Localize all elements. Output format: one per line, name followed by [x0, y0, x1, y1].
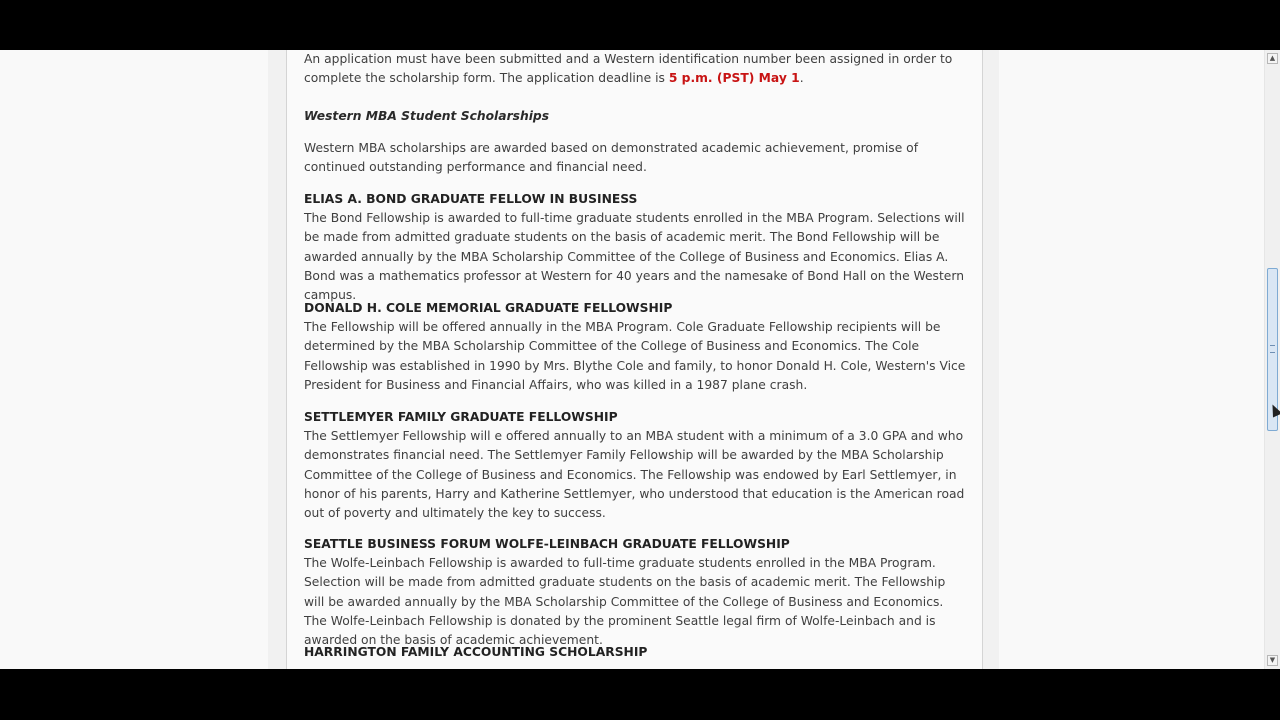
document-viewport[interactable] — [0, 50, 1264, 669]
section-title: DONALD H. COLE MEMORIAL GRADUATE FELLOWSHIP — [304, 301, 673, 315]
scholarships-subheading: Western MBA Student Scholarships — [304, 109, 550, 123]
scholarship-section-wolfe-leinbach — [304, 535, 966, 650]
scrollbar-grip-icon — [1270, 345, 1275, 353]
bottom-letterbox — [0, 669, 1280, 720]
scholarships-description: Western MBA scholarships are awarded based on demonstrated academic achievement, promise of continued outstanding performance and financial need. — [304, 141, 919, 175]
section-body: The Bond Fellowship is awarded to full-time graduate students enrolled in the MBA Program. Selections will be made from admitted graduate students on the basis of academic merit. The Bond Fellowship will be awarded annually by the MBA Scholarship Committee of the College of Business and Economics. Elias A. Bond was a mathematics professor at Western for 40 years and the namesake of Bond Hall on the Western campus. — [304, 211, 965, 303]
vertical-scrollbar[interactable] — [1264, 50, 1280, 669]
application-notice-tail: . — [799, 71, 804, 86]
scholarship-section-cole — [304, 299, 966, 395]
deadline-text: 5 p.m. (PST) May 1 — [668, 71, 800, 86]
scholarship-section-harrington — [304, 643, 966, 662]
section-title: ELIAS A. BOND GRADUATE FELLOW IN BUSINESS — [304, 192, 638, 206]
scroll-down-arrow-icon[interactable]: ▼ — [1267, 655, 1278, 666]
application-notice-text: An application must have been submitted and a Western identification number been assigned in order to complete the scholarship form. The application deadline is — [304, 52, 953, 86]
top-letterbox — [0, 0, 1280, 50]
section-body: The Fellowship will be offered annually in the MBA Program. Cole Graduate Fellowship recipients will be determined by the MBA Scholarship Committee of the College of Business and Economics. The Cole Fellowship was established in 1990 by Mrs. Blythe Cole and family, to honor Donald H. Cole, Western's Vice President for Business and Financial Affairs, who was killed in a 1987 plane crash. — [304, 320, 966, 392]
section-title: SEATTLE BUSINESS FORUM WOLFE-LEINBACH GRADUATE FELLOWSHIP — [304, 537, 790, 551]
section-title: HARRINGTON FAMILY ACCOUNTING SCHOLARSHIP — [304, 645, 648, 659]
section-body: The Wolfe-Leinbach Fellowship is awarded to full-time graduate students enrolled in the MBA Program. Selection will be made from admitted graduate students on the basis of academic merit. The Fellowship will be awarded annually by the MBA Scholarship Committee of the College of Business and Economics. The Wolfe-Leinbach Fellowship is donated by the prominent Seattle legal firm of Wolfe-Leinbach and is awarded on the basis of academic achievement. — [304, 556, 946, 648]
section-body: The Settlemyer Fellowship will e offered annually to an MBA student with a minimum of a 3.0 GPA and who demonstrates financial need. The Settlemyer Family Fellowship will be awarded by the MBA Scholarship Committee of the College of Business and Economics. The Fellowship was endowed by Earl Settlemyer, in honor of his parents, Harry and Katherine Settlemyer, who understood that education is the American road out of poverty and ultimately the key to success. — [304, 429, 965, 521]
document-page — [286, 50, 983, 669]
application-notice — [304, 50, 966, 88]
scholarship-section-bond — [304, 190, 966, 305]
section-title: SETTLEMYER FAMILY GRADUATE FELLOWSHIP — [304, 410, 618, 424]
scroll-up-arrow-icon[interactable]: ▲ — [1267, 53, 1278, 64]
scholarship-section-settlemyer — [304, 408, 966, 523]
